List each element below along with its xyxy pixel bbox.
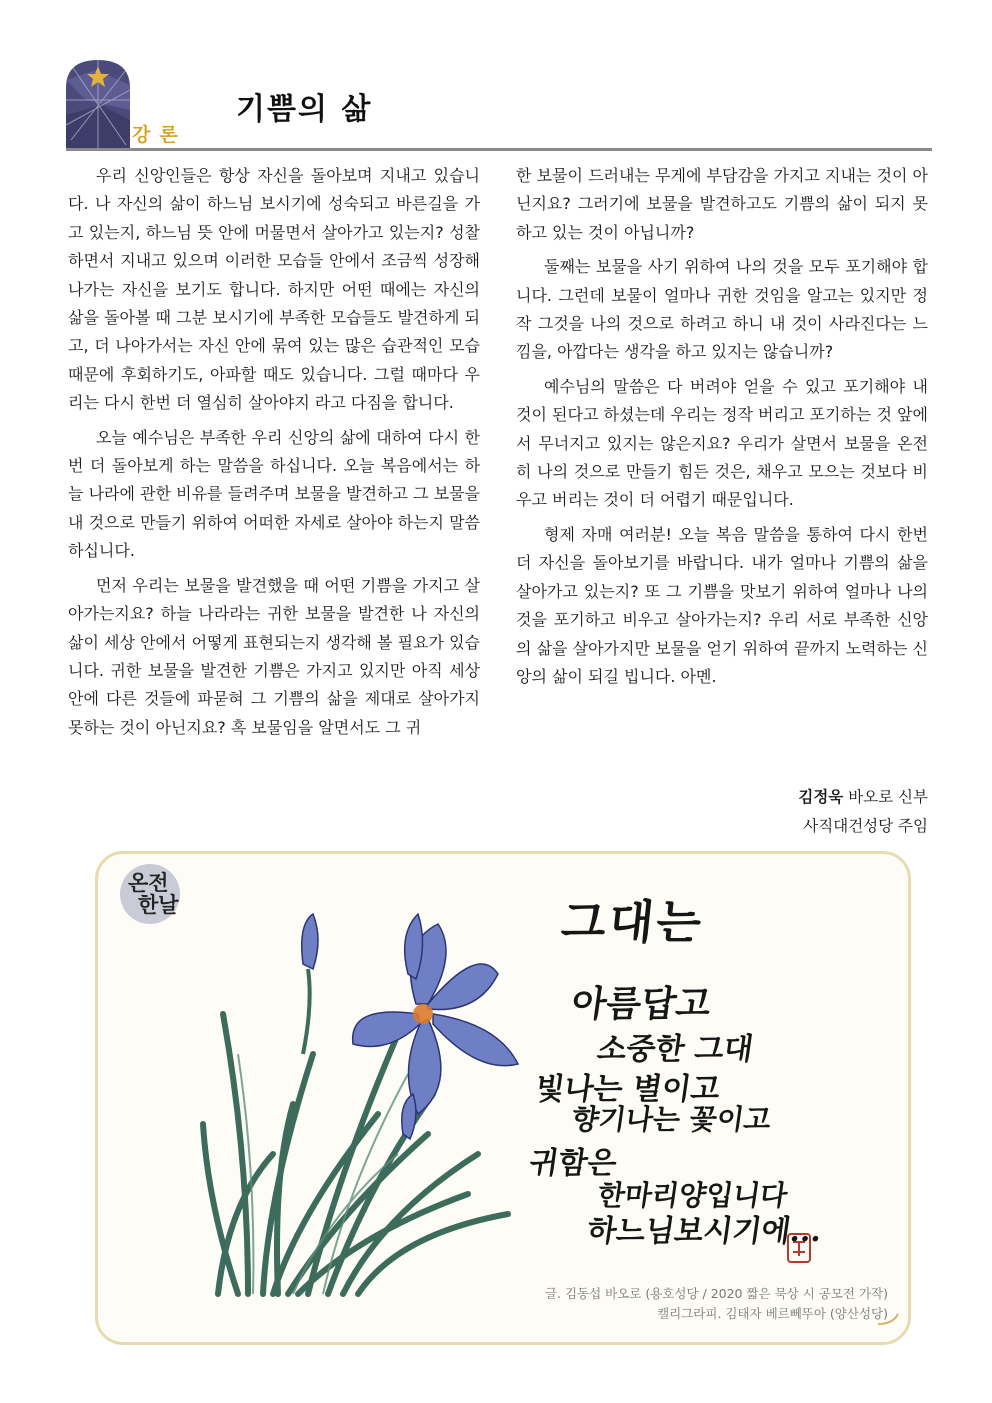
stained-glass-emblem-icon: [66, 60, 130, 150]
iris-bud: [302, 914, 318, 969]
credit-text: 글. 김동섭 바오로 (용호성당 / 2020 짧은 묵상 시 공모전 가작): [544, 1286, 888, 1301]
author-name: 김정욱: [798, 788, 844, 806]
paragraph: 한 보물이 드러내는 무게에 부담감을 가지고 지내는 것이 아닌지요? 그러기에 보물을 발견하고도 기쁨의 삶이 되지 못하고 있는 것이 아닙니까?: [516, 166, 928, 242]
calligraphy-art-panel: [95, 851, 911, 1345]
paragraph: 형제 자매 여러분! 오늘 복음 말씀을 통하여 다시 한번 더 자신을 돌아보기를 바랍니다. 내가 얼마나 기쁨의 삶을 살아가고 있는지? 또 그 기쁨을 맛보기 위하여 얼마나 나의 것을 포기하고 비우고 살아가는지? 우리 서로 부족한 신앙의 삶을 살아가지만 보물을 얻기 위하여 끝까지 노력하는 신앙의 삶이 되길 빕니다. 아멘.: [516, 524, 928, 686]
paragraph: 오늘 예수님은 부족한 우리 신앙의 삶에 대하여 다시 한번 더 돌아보게 하는 말씀을 하십니다. 오늘 복음에서는 하늘 나라에 관한 비유를 들려주며 보물을 발견하고 그 보물을 내 것으로 만들기 위하여 어떠한 자세로 살아야 하는지 말씀하십니다.: [68, 427, 480, 561]
poem-line: 빛나는 별이고: [533, 1072, 723, 1107]
paragraph: 둘째는 보물을 사기 위하여 나의 것을 모두 포기해야 합니다. 그런데 보물이 얼마나 귀한 것임을 알고는 있지만 정작 그것을 나의 것으로 하려고 하니 내 것이 사라진다는 느낌을, 아깝다는 생각을 하고 있지는 않습니까?: [516, 257, 928, 362]
header-divider: [66, 148, 932, 151]
section-label: 강론: [132, 124, 187, 146]
paragraph: 예수님의 말씀은 다 버려야 얻을 수 있고 포기해야 내 것이 된다고 하셨는데 우리는 정작 버리고 포기하는 것 앞에서 무너지고 있지는 않은지요? 우리가 살면서 보물을 온전히 나의 것으로 만들기 힘든 것은, 채우고 모으는 것보다 비우고 버리는 것이 더 어렵기 때문입니다.: [516, 376, 928, 510]
poem-line: 소중한 그대: [595, 1032, 756, 1067]
calligraphy-headline: 그대는: [558, 895, 707, 949]
logo-text: 온전 한날: [128, 870, 179, 917]
credit-calligraphy: 캘리그라피. 김태자 베르뻬뚜아 (양산성당): [657, 1306, 888, 1321]
page-title: 기쁨의 삶: [236, 92, 373, 127]
right-column: [516, 162, 928, 697]
poem-line: 한마리양입니다: [595, 1179, 790, 1212]
author-title: 바오로 신부: [848, 788, 928, 806]
poem-line: 아름답고: [568, 983, 714, 1025]
paragraph: 우리 신앙인들은 항상 자신을 돌아보며 지내고 있습니다. 나 자신의 삶이 하느님 보시기에 성숙되고 바른길을 가고 있는지, 하느님 뜻 안에 머물면서 살아가고 있는지? 성찰하면서 지내고 있으며 이러한 모습들 안에서 조금씩 성장해 나가는 자신을 보기도 합니다. 하지만 어떤 때에는 자신의 삶을 돌아볼 때 그분 보시기에 부족한 모습들도 발견하게 되고, 더 나아가서는 자신 안에 묶여 있는 많은 습관적인 모습 때문에 후회하기도, 아파할 때도 있습니다. 그럴 때마다 우리는 다시 한번 더 열심히 살아야지 라고 다짐을 합니다.: [68, 166, 480, 413]
left-column: [68, 162, 480, 748]
author-parish: 사직대건성당 주임: [803, 817, 928, 835]
paragraph: 먼저 우리는 보물을 발견했을 때 어떤 기쁨을 가지고 살아가는지요? 하늘 나라라는 귀한 보물을 발견한 나 자신의 삶이 세상 안에서 어떻게 표현되는지 생각해 볼 필요가 있습니다. 귀한 보물을 발견한 기쁨은 가지고 있지만 아직 세상 안에 다른 것들에 파묻혀 그 기쁨의 삶을 제대로 살아가지 못하는 것이 아닌지요? 혹 보물임을 알면서도 그 귀: [68, 575, 480, 737]
poem-line: 하느님보시기에...: [585, 1214, 825, 1249]
poem-line: 향기나는 꽃이고: [569, 1103, 774, 1136]
poem-line: 귀함은: [527, 1146, 619, 1181]
iris-illustration: [98, 854, 908, 1342]
signature: [798, 783, 928, 841]
